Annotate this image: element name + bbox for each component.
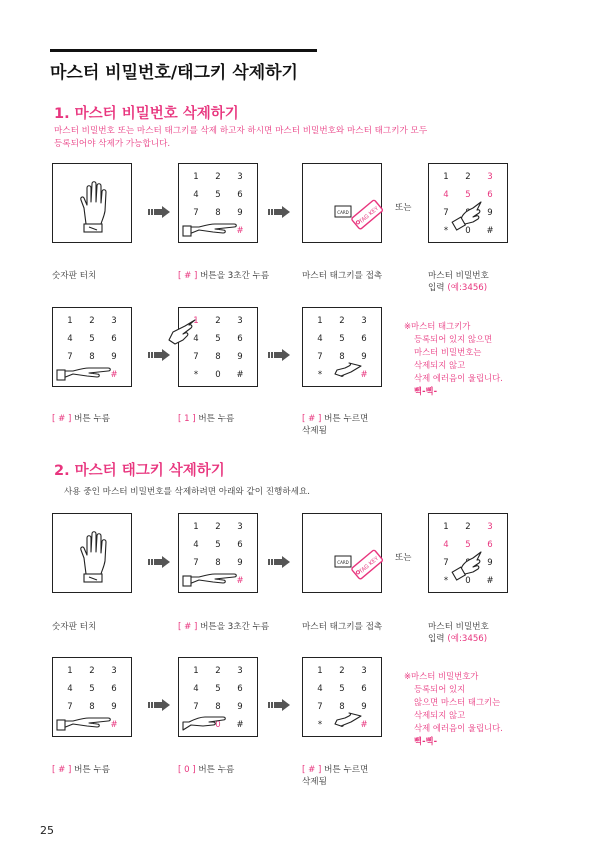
key: 4 [443,189,449,200]
tag-key-card-icon [303,514,383,594]
key: 7 [193,207,199,218]
key: 1 [443,171,449,182]
key: 9 [237,351,243,362]
finger-press-icon [53,308,133,388]
key: # [236,575,244,586]
caption-hash-hold: [ # ] 버튼을 3초간 누름 [178,622,270,632]
key: 4 [67,683,73,694]
key: 4 [67,333,73,344]
key: 6 [237,333,243,344]
key: 3 [361,315,367,326]
arrow-right-icon [268,556,290,568]
key: 6 [361,683,367,694]
key: 6 [237,683,243,694]
keypad-panel [52,307,132,387]
or-label: 또는 [395,203,412,213]
key: 3 [237,315,243,326]
arrow-right-icon [148,206,170,218]
caption-done: [ # ] 버튼 누르면 삭제됨 [302,765,369,787]
or-label: 또는 [395,553,412,563]
section1-note: ※마스터 태그키가 등록되어 있지 않으면 마스터 비밀번호는 삭제되지 않고 삭제 에러음이 울립니다. 삑-삑- [404,321,503,396]
keypad-panel [428,163,508,243]
section1-desc-line1: 마스터 비밀번호 또는 마스터 태그키를 삭제 하고자 하시면 마스터 비밀번호와 마스터 태그키가 모두 [54,126,428,136]
caption-pw: 마스터 비밀번호 입력 (예:3456) [428,271,489,293]
arrow-right-icon [268,206,290,218]
section1-title: 1. 마스터 비밀번호 삭제하기 [54,106,239,122]
key: 9 [487,557,493,568]
key: 4 [317,333,323,344]
key: * [443,575,449,586]
key: # [486,225,494,236]
key: 8 [89,701,95,712]
key: 4 [443,539,449,550]
key: 5 [89,333,95,344]
key: 5 [339,683,345,694]
key: 2 [215,315,221,326]
key: 4 [193,539,199,550]
arrow-right-icon [148,556,170,568]
key: 8 [89,351,95,362]
arrow-right-icon [148,699,170,711]
key: * [317,719,323,730]
keypad-panel [302,657,382,737]
arrow-right-icon [148,349,170,361]
caption-hash-hold: [ # ] 버튼을 3초간 누름 [178,271,270,281]
key: 7 [193,557,199,568]
key: 1 [443,521,449,532]
key: 3 [111,665,117,676]
key: 2 [339,315,345,326]
caption-touch: 숫자판 터치 [52,622,97,632]
touch-panel [52,163,132,243]
key: 7 [443,557,449,568]
tag-panel [302,513,382,593]
key: 5 [465,189,471,200]
key: 1 [193,665,199,676]
key: # [360,719,368,730]
section2-title: 2. 마스터 태그키 삭제하기 [54,463,225,479]
key: 2 [339,665,345,676]
key: 8 [215,207,221,218]
section2-desc-line1: 사용 중인 마스터 비밀번호를 삭제하려면 아래와 같이 진행하세요. [64,487,310,497]
key: 2 [215,521,221,532]
finger-press-icon [179,308,259,388]
caption-hash: [ # ] 버튼 누름 [52,765,111,775]
finger-press-icon [429,164,509,244]
hand-touch-icon [53,514,133,594]
caption-hash: [ # ] 버튼 누름 [52,414,111,424]
finger-press-icon [303,658,383,738]
key: 0 [215,369,221,380]
key: 1 [193,315,199,326]
keypad-panel [178,513,258,593]
keypad-panel [302,307,382,387]
key: 3 [361,665,367,676]
key: 6 [237,539,243,550]
key: 1 [67,665,73,676]
caption-zero: [ 0 ] 버튼 누름 [178,765,235,775]
key: 8 [215,351,221,362]
key: 4 [193,189,199,200]
key: 4 [193,683,199,694]
section1-desc-line2: 등록되어야 삭제가 가능합니다. [54,139,171,149]
key: 2 [215,171,221,182]
keypad-panel [178,163,258,243]
key: 9 [487,207,493,218]
key: 4 [193,333,199,344]
key: 5 [465,539,471,550]
key: 5 [215,333,221,344]
key: # [110,369,118,380]
keypad-panel [178,307,258,387]
key: # [486,575,494,586]
keypad-panel [428,513,508,593]
key: 0 [215,719,221,730]
key: * [317,369,323,380]
key: 6 [237,189,243,200]
key: 9 [237,701,243,712]
key: * [193,369,199,380]
key: 8 [215,557,221,568]
key: 3 [237,171,243,182]
key: 1 [193,521,199,532]
card-label: CARD [337,560,349,565]
key: 1 [317,315,323,326]
key: 2 [89,315,95,326]
key: 5 [215,189,221,200]
key: 1 [193,171,199,182]
key: 3 [487,171,493,182]
key: 7 [443,207,449,218]
page-number: 25 [40,824,54,837]
key: 7 [67,351,73,362]
hand-touch-icon [53,164,133,244]
key: 6 [487,539,493,550]
key: 6 [111,333,117,344]
card-label: CARD [337,210,349,215]
key: 9 [237,207,243,218]
key: 5 [215,683,221,694]
key: 3 [111,315,117,326]
keypad-panel [178,657,258,737]
key: 4 [317,683,323,694]
key: 0 [465,225,471,236]
arrow-right-icon [268,349,290,361]
key: 6 [487,189,493,200]
key: 7 [193,351,199,362]
title-rule [50,49,317,52]
key: 0 [465,575,471,586]
key: 1 [67,315,73,326]
caption-touch: 숫자판 터치 [52,271,97,281]
key: 9 [361,351,367,362]
tag-label: TAG KEY [358,555,380,576]
key: 2 [465,171,471,182]
key: # [236,225,244,236]
key: 2 [465,521,471,532]
key: * [443,225,449,236]
section2-note: ※마스터 비밀번호가 등록되어 있지 않으면 마스터 태그키는 삭제되지 않고 삭제 에러음이 울립니다. 삑-삑- [404,671,503,746]
key: 9 [361,701,367,712]
key: # [360,369,368,380]
arrow-right-icon [268,699,290,711]
key: 8 [339,701,345,712]
tag-key-card-icon [303,164,383,244]
tag-label: TAG KEY [358,205,380,226]
caption-done: [ # ] 버튼 누르면 삭제됨 [302,414,369,436]
finger-press-icon [179,164,259,244]
key: 5 [339,333,345,344]
keypad-panel [52,657,132,737]
key: # [110,719,118,730]
key: 2 [215,665,221,676]
key: 5 [215,539,221,550]
key: 3 [237,521,243,532]
caption-pw: 마스터 비밀번호 입력 (예:3456) [428,622,489,644]
key: # [236,369,244,380]
finger-press-icon [179,514,259,594]
finger-press-icon [179,658,259,738]
key: 7 [193,701,199,712]
finger-press-icon [303,308,383,388]
key: 1 [317,665,323,676]
key: 8 [215,701,221,712]
page-title: 마스터 비밀번호/태그키 삭제하기 [50,63,298,83]
finger-press-icon [429,514,509,594]
key: # [236,719,244,730]
key: 8 [339,351,345,362]
key: 9 [237,557,243,568]
caption-tag: 마스터 태그키를 접촉 [302,271,383,281]
key: 9 [111,701,117,712]
finger-press-icon [53,658,133,738]
key: 9 [111,351,117,362]
key: 7 [317,701,323,712]
key: 3 [487,521,493,532]
touch-panel [52,513,132,593]
key: 2 [89,665,95,676]
key: 5 [89,683,95,694]
key: 7 [317,351,323,362]
key: 7 [67,701,73,712]
caption-tag: 마스터 태그키를 접촉 [302,622,383,632]
key: 3 [237,665,243,676]
key: 6 [361,333,367,344]
tag-panel [302,163,382,243]
caption-one: [ 1 ] 버튼 누름 [178,414,235,424]
key: 6 [111,683,117,694]
